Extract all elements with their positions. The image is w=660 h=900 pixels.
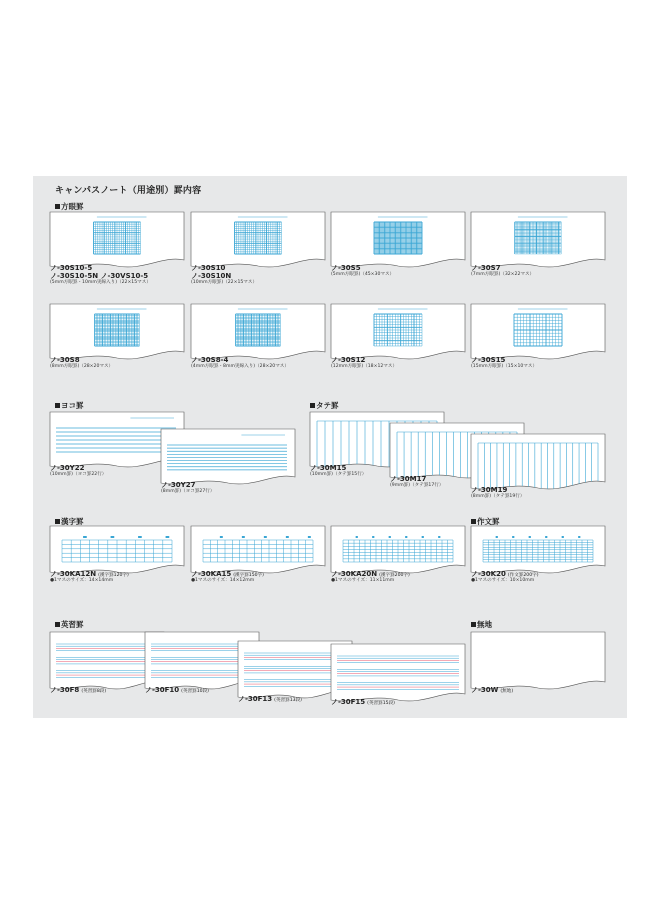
ruling-description: (5mm方眼罫)（45×30マス） — [331, 272, 395, 277]
ruling-description: ●1マスのサイズ：11×11mm — [331, 578, 395, 583]
product-code: ノ-30W (無地) — [471, 686, 514, 694]
ruling-sheet — [471, 632, 605, 694]
ruling-description: ●1マスのサイズ：14×12mm — [191, 578, 255, 583]
ruling-description: (10mm罫)（タテ罫15行） — [310, 472, 367, 477]
section-kanji: 漢字罫 — [55, 516, 84, 527]
ruling-description: (15mm方眼罫)（15×10マス） — [471, 364, 538, 369]
ruling-sheet — [331, 304, 465, 364]
furigana-mark — [562, 536, 564, 538]
ruling-sheet — [331, 644, 465, 706]
ruling-card — [50, 212, 184, 285]
ruling-description: (4mm方眼罫・8mm実線入り)（28×20マス） — [191, 364, 289, 369]
product-code: ノ-30S8 — [50, 356, 80, 364]
section-hougan: 方眼罫 — [55, 201, 84, 212]
ruling-sheet — [50, 304, 184, 364]
product-code: ノ-30K20 (作文罫200字) — [471, 570, 539, 578]
ruling-sheet — [50, 212, 184, 272]
furigana-mark — [545, 536, 547, 538]
ruling-card — [471, 434, 605, 499]
product-code: ノ-30M19 — [471, 486, 508, 494]
product-code: ノ-30M15 — [310, 464, 347, 472]
product-code: ノ-30F15 (英習罫15段) — [331, 698, 395, 706]
furigana-mark — [496, 536, 498, 538]
product-code: ノ-30S7 — [471, 264, 501, 272]
ruling-description: (10mm罫)（ヨコ罫22行） — [50, 472, 107, 477]
product-code: ノ-30Y22 — [50, 464, 85, 472]
section-tate: タテ罫 — [310, 400, 339, 411]
furigana-mark — [138, 536, 142, 538]
ruling-card — [331, 212, 465, 277]
product-code: ノ-30S5 — [331, 264, 361, 272]
ruling-description: (5mm方眼罫・10mm実線入り)（22×15マス） — [50, 280, 151, 285]
ruling-sheet — [471, 212, 605, 272]
product-code: ノ-30Y27 — [161, 481, 196, 489]
ruling-card — [191, 526, 325, 583]
product-code: ノ-30KA12N (漢字罫120字) — [50, 570, 129, 578]
product-code: ノ-30S10 ノ-30S10N — [191, 264, 232, 280]
paper-sheet — [471, 304, 605, 359]
ruling-sheet — [161, 429, 295, 489]
ruling-card — [50, 304, 184, 369]
ruling-description: (9mm罫)（タテ罫17行） — [390, 483, 444, 488]
section-muji: 無地 — [471, 619, 492, 630]
furigana-mark — [166, 536, 170, 538]
ruling-description: (7mm方眼罫)（32×22マス） — [471, 272, 535, 277]
product-code: ノ-30F13 (英習罫13段) — [238, 695, 302, 703]
ruling-sheet — [471, 304, 605, 364]
ruling-card — [331, 304, 465, 369]
furigana-mark — [372, 536, 374, 538]
ruling-sheet — [191, 304, 325, 364]
furigana-mark — [242, 536, 245, 538]
bullet-square-icon — [55, 204, 60, 209]
paper-sheet — [191, 526, 325, 573]
ruling-card — [161, 429, 295, 494]
ruling-description: (12mm方眼罫)（18×12マス） — [331, 364, 398, 369]
section-sakubun: 作文罫 — [471, 516, 500, 527]
paper-sheet — [471, 632, 605, 689]
furigana-mark — [405, 536, 407, 538]
product-code: ノ-30F8 (英習罫8段) — [50, 686, 107, 694]
furigana-mark — [422, 536, 424, 538]
furigana-mark — [512, 536, 514, 538]
furigana-mark — [389, 536, 391, 538]
ruling-card — [191, 212, 325, 285]
bullet-square-icon — [310, 403, 315, 408]
furigana-mark — [529, 536, 531, 538]
ruling-description: ●1マスのサイズ：14×14mm — [50, 578, 114, 583]
product-code: ノ-30M17 — [390, 475, 427, 483]
paper-sheet — [471, 434, 605, 489]
product-code: ノ-30S8-4 — [191, 356, 229, 364]
furigana-mark — [356, 536, 358, 538]
furigana-mark — [83, 536, 87, 538]
product-code: ノ-30KA15 (漢字罫150字) — [191, 570, 264, 578]
product-code: ノ-30S12 — [331, 356, 366, 364]
bullet-square-icon — [55, 622, 60, 627]
furigana-mark — [578, 536, 580, 538]
ruling-sheet — [191, 212, 325, 272]
ruling-card — [471, 526, 605, 583]
paper-sheet — [331, 212, 465, 267]
ruling-card — [471, 304, 605, 369]
section-yoko: ヨコ罫 — [55, 400, 84, 411]
product-code: ノ-30F10 (英習罫10段) — [145, 686, 209, 694]
furigana-mark — [264, 536, 267, 538]
product-code: ノ-30S15 — [471, 356, 506, 364]
section-eishuu: 英習罫 — [55, 619, 84, 630]
bullet-square-icon — [55, 403, 60, 408]
ruling-description: (10mm方眼罫)（22×15マス） — [191, 280, 258, 285]
ruling-sheet — [331, 212, 465, 272]
ruling-sheet — [471, 434, 605, 494]
ruling-card — [50, 526, 184, 583]
furigana-mark — [220, 536, 223, 538]
bullet-square-icon — [55, 519, 60, 524]
furigana-mark — [438, 536, 440, 538]
ruling-card — [331, 526, 465, 583]
catalog-panel — [33, 176, 627, 718]
paper-sheet — [161, 429, 295, 484]
ruling-description: (8mm罫)（タテ罫19行） — [471, 494, 525, 499]
paper-sheet — [331, 644, 465, 701]
bullet-square-icon — [471, 622, 476, 627]
ruling-card — [191, 304, 325, 369]
ruling-description: (8mm方眼罫)（28×20マス） — [50, 364, 114, 369]
ruling-description: ●1マスのサイズ：10×10mm — [471, 578, 535, 583]
furigana-mark — [308, 536, 311, 538]
page-title: キャンパスノート（用途別）罫内容 — [55, 186, 202, 196]
product-code: ノ-30S10-5 ノ-30S10-5N ノ-30VS10-5 — [50, 264, 149, 280]
ruling-card — [471, 632, 605, 694]
furigana-mark — [111, 536, 115, 538]
product-code: ノ-30KA20N (漢字罫200字) — [331, 570, 410, 578]
ruling-card — [331, 644, 465, 706]
ruling-card — [471, 212, 605, 277]
ruling-description: (8mm罫)（ヨコ罫27行） — [161, 489, 215, 494]
furigana-mark — [286, 536, 289, 538]
bullet-square-icon — [471, 519, 476, 524]
